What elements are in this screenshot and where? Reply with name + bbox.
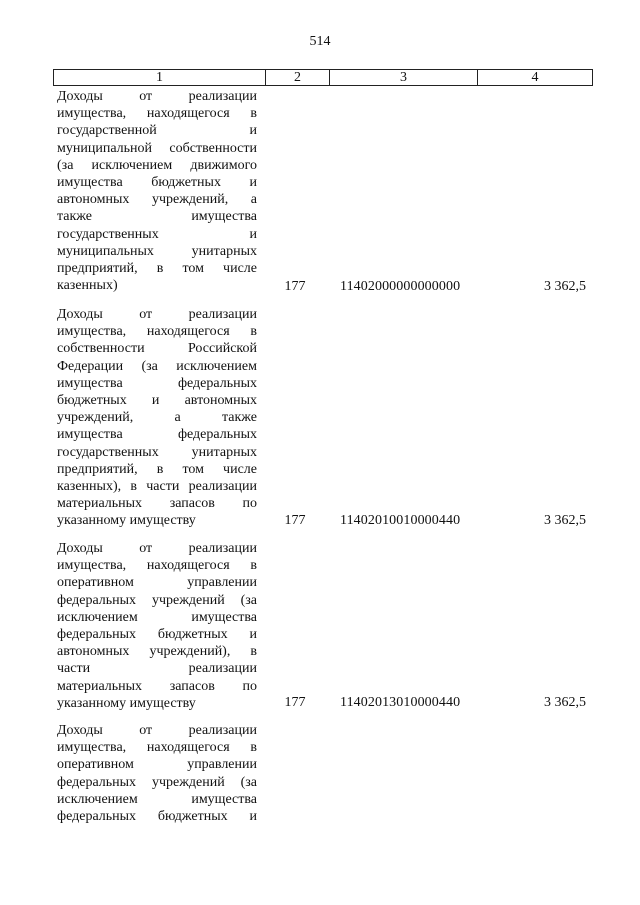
row-description <box>57 88 257 294</box>
description-line: государственной и <box>57 123 257 139</box>
description-line: федеральных бюджетных и <box>57 809 257 825</box>
description-line: казенных), в части реализации <box>57 479 257 495</box>
budget-classification-code: 11402000000000000 <box>340 279 461 294</box>
description-line: собственности Российской <box>57 341 257 357</box>
description-line: предприятий, в том числе <box>57 461 257 477</box>
header-col-1: 1 <box>54 70 266 85</box>
description-line: имущества федеральных <box>57 375 257 391</box>
description-line: государственных и <box>57 226 257 242</box>
description-line: (за исключением движимого <box>57 157 257 173</box>
amount: 3 362,5 <box>544 279 586 294</box>
description-line: Федерации (за исключением <box>57 358 257 374</box>
budget-classification-code: 11402013010000440 <box>340 695 461 710</box>
budget-classification-code: 11402010010000440 <box>340 513 461 528</box>
header-col-2: 2 <box>266 70 330 85</box>
description-line: имущества бюджетных и <box>57 175 257 191</box>
description-line: автономных учреждений, а <box>57 192 257 208</box>
description-line: указанному имуществу <box>57 513 196 529</box>
description-line: Доходы от реализации <box>57 89 257 104</box>
row-description <box>57 306 257 530</box>
description-line: казенных) <box>57 278 118 294</box>
row-description <box>57 540 257 712</box>
description-line: указанному имуществу <box>57 695 196 711</box>
description-line: государственных унитарных <box>57 444 257 460</box>
admin-code: 177 <box>284 279 306 294</box>
table-header <box>53 69 593 86</box>
amount: 3 362,5 <box>544 695 586 710</box>
description-line: муниципальной собственности <box>57 140 257 156</box>
admin-code: 177 <box>284 513 306 528</box>
description-line: предприятий, в том числе <box>57 261 257 277</box>
header-col-3: 3 <box>330 70 478 85</box>
description-line: материальных запасов по <box>57 496 257 512</box>
description-line: учреждений, а также <box>57 410 257 426</box>
description-line: оперативном управлении <box>57 757 257 773</box>
page-number: 514 <box>309 34 331 49</box>
description-line: бюджетных и автономных <box>57 393 257 409</box>
description-line: оперативном управлении <box>57 575 257 591</box>
amount: 3 362,5 <box>544 513 586 528</box>
admin-code: 177 <box>284 695 306 710</box>
header-col-4: 4 <box>531 70 539 85</box>
description-line: имущества, находящегося в <box>57 740 257 756</box>
description-line: имущества, находящегося в <box>57 324 257 340</box>
description-line: исключением имущества <box>57 791 257 807</box>
description-line: федеральных учреждений (за <box>57 774 257 790</box>
description-line: Доходы от реализации <box>57 307 257 322</box>
description-line: Доходы от реализации <box>57 541 257 556</box>
description-line: имущества, находящегося в <box>57 558 257 574</box>
row-description <box>57 722 257 825</box>
description-line: Доходы от реализации <box>57 723 257 738</box>
description-line: муниципальных унитарных <box>57 243 257 259</box>
description-line: федеральных бюджетных и <box>57 627 257 643</box>
description-line: части реализации <box>57 661 257 677</box>
description-line: материальных запасов по <box>57 678 257 694</box>
description-line: также имущества <box>57 209 257 225</box>
description-line: федеральных учреждений (за <box>57 592 257 608</box>
description-line: имущества федеральных <box>57 427 257 443</box>
description-line: имущества, находящегося в <box>57 106 257 122</box>
description-line: автономных учреждений), в <box>57 644 257 660</box>
description-line: исключением имущества <box>57 609 257 625</box>
